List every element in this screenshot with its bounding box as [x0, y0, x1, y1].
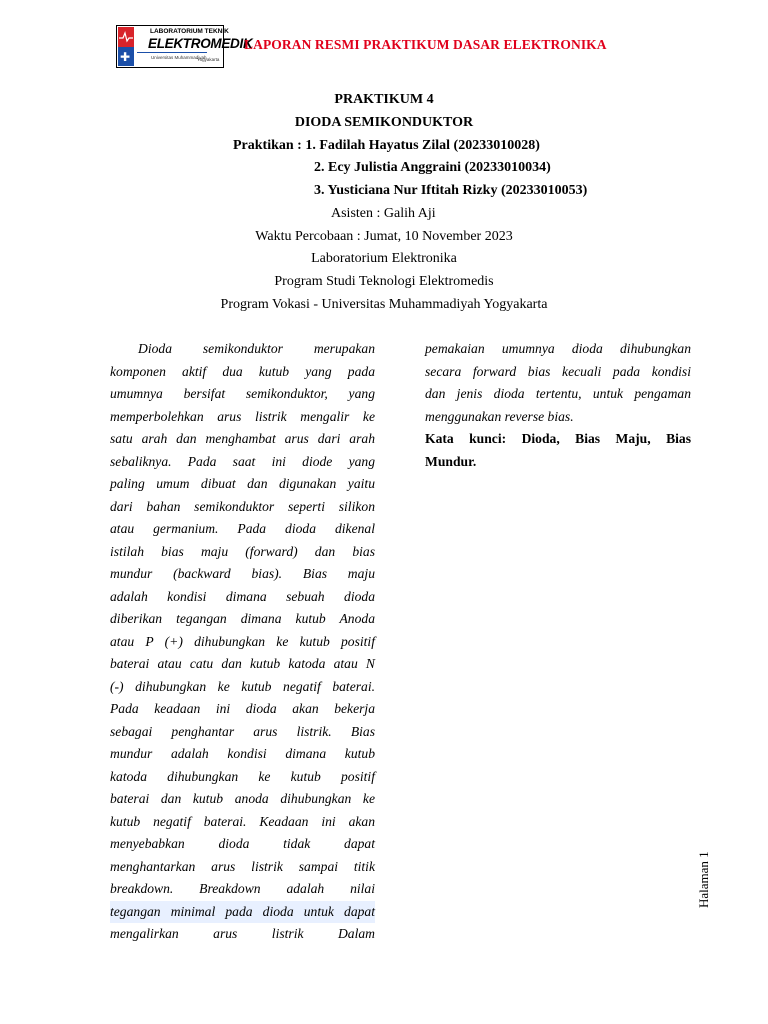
abstract-line: secara forward bias kecuali pada kondisi: [425, 363, 691, 379]
abstract-line: baterai dan kutub anoda dihubungkan ke: [110, 791, 375, 806]
abstract-line: paling umum dibuat dan digunakan yaitu: [110, 476, 375, 491]
abstract-line: baterai atau catu dan kutub katoda atau N: [110, 656, 375, 671]
abstract-line: adalah kondisi dimana sebuah dioda: [110, 588, 375, 604]
abstract-line: kutub negatif baterai. Keadaan ini akan: [110, 813, 375, 829]
logo-divider: [137, 52, 207, 53]
abstract-line: mundur adalah kondisi dimana kutub: [110, 746, 375, 761]
keywords-line-2: Mundur.: [425, 453, 477, 469]
university-name: Program Vokasi - Universitas Muhammadiyah Yogyakarta: [220, 297, 548, 312]
keywords-line-1: Kata kunci: Dioda, Bias Maju, Bias: [425, 431, 691, 446]
logo-text-lab: LABORATORIUM TEKNIK: [150, 28, 229, 35]
abstract-line: istilah bias maju (forward) dan bias: [110, 543, 375, 559]
abstract-line: umumnya bersifat semikonduktor, yang: [110, 386, 375, 401]
abstract-line: dari bahan semikonduktor seperti silikon: [110, 498, 375, 514]
medical-cross-icon: ✚: [120, 50, 131, 64]
study-program: Program Studi Teknologi Elektromedis: [274, 274, 494, 289]
abstract-line: atau P (+) dihubungkan ke kutub positif: [110, 633, 375, 649]
abstract-line: sebaliknya. Pada saat ini diode yang: [110, 453, 375, 469]
abstract-line: Pada keadaan ini dioda akan bekerja: [110, 701, 375, 716]
abstract-line: komponen aktif dua kutub yang pada: [110, 363, 375, 379]
abstract-line: atau germanium. Pada dioda dikenal: [110, 521, 375, 536]
abstract-line: menghantarkan arus listrik sampai titik: [110, 858, 375, 874]
abstract-line: (-) dihubungkan ke kutub negatif baterai.: [110, 678, 375, 694]
logo-text-city: Yogyakarta: [197, 57, 220, 62]
author-name-1: 1. Fadilah Hayatus Zilal (20233010028): [305, 138, 540, 153]
abstract-line: dan jenis dioda tertentu, untuk pengaman: [425, 386, 691, 401]
abstract-line: mengalirkan arus listrik Dalam: [110, 926, 375, 941]
assistant-name: Asisten : Galih Aji: [331, 206, 436, 221]
laboratory-name: Laboratorium Elektronika: [311, 251, 457, 266]
header-title: LAPORAN RESMI PRAKTIKUM DASAR ELEKTRONIKA: [244, 37, 607, 52]
heartbeat-icon: [119, 32, 133, 42]
abstract-left-column: [110, 338, 375, 946]
author-name-2: 2. Ecy Julistia Anggraini (20233010034): [314, 160, 551, 175]
abstract-line: breakdown. Breakdown adalah nilai: [110, 881, 375, 896]
abstract-line-highlighted: tegangan minimal pada dioda untuk dapat: [110, 901, 375, 924]
authors-label: Praktikan :: [233, 138, 306, 153]
keywords: [425, 428, 691, 473]
author-name-3: 3. Yusticiana Nur Iftitah Rizky (20233010053): [314, 183, 588, 198]
logo-text-elektromedik: ELEKTROMEDIK: [148, 36, 253, 51]
abstract-line: katoda dihubungkan ke kutub positif: [110, 768, 375, 784]
praktikum-number: PRAKTIKUM 4: [334, 92, 434, 107]
author-line-1: [233, 137, 540, 155]
abstract-line: Dioda semikonduktor merupakan: [138, 341, 375, 356]
lab-logo: [116, 25, 253, 68]
abstract-right-column: [425, 338, 691, 428]
abstract-line: diberikan tegangan dimana kutub Anoda: [110, 611, 375, 626]
abstract-line: menggunakan reverse bias.: [425, 408, 574, 424]
document-title: DIODA SEMIKONDUKTOR: [294, 115, 474, 130]
abstract-line: memperbolehkan arus listrik mengalir ke: [110, 408, 375, 424]
logo-text-univ: Universitas Muhammadiyah: [151, 55, 207, 60]
abstract-line: satu arah dan menghambat arus dari arah: [110, 431, 375, 446]
abstract-line: sebagai penghantar arus listrik. Bias: [110, 723, 375, 739]
page-number: Halaman 1: [696, 851, 711, 908]
experiment-date: Waktu Percobaan : Jumat, 10 November 2023: [255, 229, 513, 244]
abstract-line: mundur (backward bias). Bias maju: [110, 566, 375, 581]
abstract-line: menyebabkan dioda tidak dapat: [110, 836, 375, 851]
abstract-line: pemakaian umumnya dioda dihubungkan: [425, 341, 691, 356]
